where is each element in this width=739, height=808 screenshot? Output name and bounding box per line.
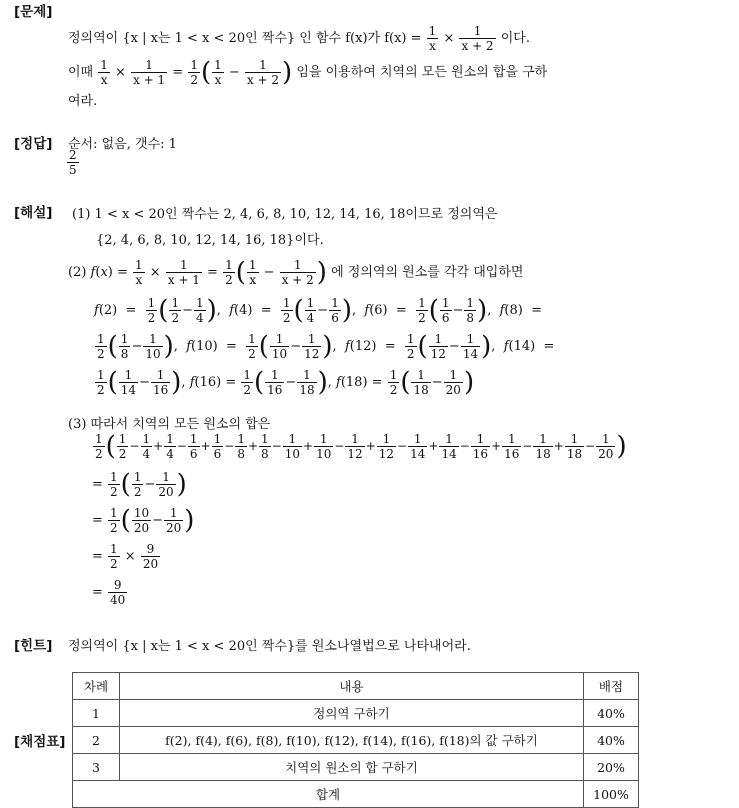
hint-label: [힌트]: [14, 638, 53, 654]
answer-label: [정답]: [14, 136, 53, 152]
table-total-label: 합계: [73, 781, 584, 808]
solution-step3-intro: (3) 따라서 치역의 모든 원소의 합은: [68, 417, 271, 432]
solution-step2-row1: f(2) = $\frac{1}{2}$ ( $\frac{1}{2}$ − $\frac{1}{4}$ ), f(4) = $\frac{1}{2}$ ( $\frac{1}{4}$ − $\frac{1}{6}$ ), f(6) = $\frac{1}{2}$ ( $\frac{1}{6}$ − $\frac{1}{8}$ ), f(8) =: [94, 295, 542, 326]
table-cell: 40%: [584, 727, 639, 754]
problem-line1-end: 이다.: [500, 31, 530, 46]
table-total-row: [73, 781, 639, 808]
solution-step3-sum: $\frac{1}{2}$ ( $\frac{1}{2}$ − $\frac{1}{4}$ + $\frac{1}{4}$ − $\frac{1}{6}$ + $\frac{1}{6}$ − $\frac{1}{8}$ + $\frac{1}{8}$ − $\frac{1}{10}$ + $\frac{1}{10}$ − $\frac{1}{12}$ + $\frac{1}{12}$ − $\frac{1}{14}$ + $\frac{1}{14}$ − $\frac{1}{16}$ + $\frac{1}{16}$ − $\frac{1}{18}$ + $\frac{1}{18}$ − $\frac{1}{20}$ ): [95, 431, 627, 462]
solution-step3-eq4: = $\frac{9}{40}$: [92, 578, 126, 607]
table-header-row: [73, 673, 639, 700]
solution-step3-eq1: = $\frac{1}{2}$ ( $\frac{1}{2}$ − $\frac{1}{20}$ ): [92, 469, 187, 500]
solution-step3-eq2: = $\frac{1}{2}$ ( $\frac{10}{20}$ − $\frac{1}{20}$ ): [92, 505, 195, 536]
table-cell: 정의역 구하기: [120, 700, 584, 727]
frac-1-over-x: $\frac{1}{x}$: [428, 24, 437, 53]
answer-fraction: [66, 148, 80, 177]
table-header-score: 배점: [584, 673, 639, 700]
problem-line-3: 여라.: [68, 94, 98, 109]
table-row: [73, 727, 639, 754]
table-cell: 2: [73, 727, 120, 754]
rubric-table: [72, 672, 639, 808]
problem-line2-text: 임을 이용하여 치역의 모든 원소의 합을 구하: [296, 65, 548, 80]
solution-step2-row2: $\frac{1}{2}$ ( $\frac{1}{8}$ − $\frac{1}{10}$ ), f(10) = $\frac{1}{2}$ ( $\frac{1}{10}$ − $\frac{1}{12}$ ), f(12) = $\frac{1}{2}$ ( $\frac{1}{12}$ − $\frac{1}{14}$ ), f(14) =: [97, 331, 555, 362]
solution-step2-row3: $\frac{1}{2}$ ( $\frac{1}{14}$ − $\frac{1}{16}$ ), f(16) = $\frac{1}{2}$ ( $\frac{1}{16}$ − $\frac{1}{18}$ ), f(18) = $\frac{1}{2}$ ( $\frac{1}{18}$ − $\frac{1}{20}$ ): [97, 367, 475, 398]
problem-label: [문제]: [14, 4, 53, 20]
problem-line-2: 이때 $\frac{1}{x}$ × $\frac{1}{x + 1}$ = $\frac{1}{2}$ ( $\frac{1}{x}$ − $\frac{1}{x + 2}$ ) 임을 이용하여 치역의 모든 원소의 합을 구하: [68, 57, 548, 88]
solution-label: [해설]: [14, 205, 53, 221]
problem-line1-text: 정의역이 {x | x는 1 < x < 20인 짝수} 인 함수 f(x)가 f(x) =: [68, 31, 422, 46]
problem-line-1: 정의역이 {x | x는 1 < x < 20인 짝수} 인 함수 f(x)가 f(x) = $\frac{1}{x}$ × $\frac{1}{x + 2}$ 이다.: [68, 24, 530, 53]
table-row: [73, 700, 639, 727]
table-cell: f(2), f(4), f(6), f(8), f(10), f(12), f(14), f(16), f(18)의 값 구하기: [120, 727, 584, 754]
solution-step1-b: {2, 4, 6, 8, 10, 12, 14, 16, 18}이다.: [96, 233, 324, 248]
table-header-order: 차례: [73, 673, 120, 700]
rubric-label: [채점표]: [14, 734, 66, 750]
solution-step2-text: 에 정의역의 원소를 각각 대입하면: [331, 265, 524, 280]
table-total-value: 100%: [584, 781, 639, 808]
answer-numerator: 2: [69, 148, 77, 162]
hint-text: 정의역이 {x | x는 1 < x < 20인 짝수}를 원소나열법으로 나타내어라.: [68, 639, 471, 654]
table-cell: 40%: [584, 700, 639, 727]
answer-meta: 순서: 없음, 갯수: 1: [68, 137, 177, 152]
table-cell: 20%: [584, 754, 639, 781]
frac-1-over-x-plus-2: $\frac{1}{x + 2}$: [461, 24, 494, 53]
solution-step2-intro: (2) f(x) = $\frac{1}{x}$ × $\frac{1}{x + 1}$ = $\frac{1}{2}$ ( $\frac{1}{x}$ − $\frac{1}{x + 2}$ ) 에 정의역의 원소를 각각 대입하면: [68, 257, 524, 288]
table-header-content: 내용: [120, 673, 584, 700]
solution-step1-a: (1) 1 < x < 20인 짝수는 2, 4, 6, 8, 10, 12, 14, 16, 18이므로 정의역은: [72, 207, 498, 222]
table-cell: 1: [73, 700, 120, 727]
table-cell: 치역의 원소의 합 구하기: [120, 754, 584, 781]
answer-denominator: 5: [69, 163, 77, 177]
solution-step3-eq3: = $\frac{1}{2}$ × $\frac{9}{20}$: [92, 542, 159, 571]
problem-line2-pre: 이때: [68, 65, 94, 80]
table-row: [73, 754, 639, 781]
table-cell: 3: [73, 754, 120, 781]
